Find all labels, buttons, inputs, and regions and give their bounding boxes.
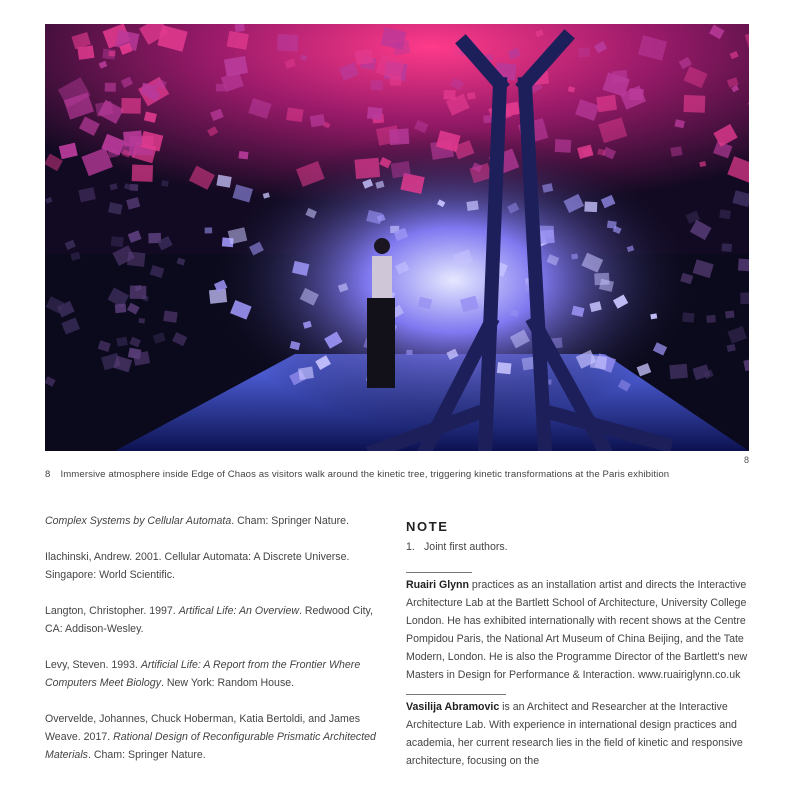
photo-cube	[683, 95, 705, 113]
photo-cube	[227, 31, 249, 50]
photo-cube	[578, 47, 590, 57]
photo-cube	[235, 24, 245, 32]
photo-cube	[719, 209, 731, 219]
exhibition-photo	[45, 24, 749, 451]
photo-cube	[108, 149, 118, 158]
photo-cube	[111, 236, 124, 247]
reference-entry: Langton, Christopher. 1997. Artifical Life: An Overview. Redwood City, CA: Addison-Wesley.	[45, 605, 373, 635]
reference-entry: Ilachinski, Andrew. 2001. Cellular Automata: A Discrete Universe. Singapore: World Scientific.	[45, 551, 350, 581]
photo-cube	[216, 175, 231, 188]
photo-cube	[670, 146, 682, 156]
reference-entry: Overvelde, Johannes, Chuck Hoberman, Katia Bertoldi, and James Weave. 2017. Rational Design of Reconfigurable Prismatic Architected Materials. Cham: Springer Nature.	[45, 713, 376, 761]
photo-cube	[738, 259, 749, 272]
photo-cube	[725, 310, 735, 318]
photo-cube	[123, 130, 142, 146]
author-name: Ruairi Glynn	[406, 579, 469, 591]
photo-cube	[571, 254, 578, 260]
note-item: 1. Joint first authors.	[406, 541, 508, 553]
photo-cube	[443, 90, 455, 100]
photo-cube	[277, 34, 299, 52]
photo-cube	[406, 350, 412, 355]
photo-cube	[594, 273, 609, 286]
photo-cube	[130, 286, 147, 299]
photo-cube	[109, 51, 116, 56]
notes-and-bios	[406, 518, 756, 770]
photo-cube	[205, 227, 213, 233]
photo-cube	[721, 243, 732, 252]
reference-entry: Levy, Steven. 1993. Artificial Life: A Report from the Frontier Where Computers Meet Biology. New York: Random House.	[45, 659, 361, 689]
photo-cube	[371, 80, 383, 90]
note-heading: NOTE	[406, 519, 449, 534]
photo-cube	[466, 200, 478, 211]
photo-cube	[367, 107, 383, 120]
reference-entry: Complex Systems by Cellular Automata. Cham: Springer Nature.	[45, 515, 350, 527]
caption-index: 8	[45, 469, 51, 480]
photo-cube	[584, 202, 597, 213]
photo-cube	[706, 315, 716, 323]
photo-cube	[77, 45, 94, 60]
photo-cube	[590, 355, 607, 370]
photo-cube	[497, 362, 512, 374]
photo-cube	[238, 151, 248, 159]
bio-divider	[406, 572, 472, 573]
photo-cube	[596, 95, 617, 113]
photo-cube	[354, 158, 380, 179]
photo-cube	[95, 101, 113, 117]
figure-caption	[45, 469, 755, 480]
photo-cube	[133, 351, 150, 366]
photo-cube	[669, 364, 687, 379]
photo-cube	[389, 128, 409, 145]
photo-cube	[555, 139, 572, 153]
photo-cube	[391, 161, 411, 178]
bio-divider	[406, 694, 506, 695]
photo-cube	[127, 251, 145, 266]
photo-cube	[607, 220, 617, 228]
photo-cube	[286, 107, 303, 122]
photo-cube	[132, 164, 153, 181]
photo-cube	[224, 56, 248, 77]
photo-cube	[310, 114, 326, 127]
photo-cube	[116, 337, 127, 347]
caption-text: Immersive atmosphere inside Edge of Chaos as visitors walk around the kinetic tree, triggering kinetic transformations at the Paris exhibition	[60, 469, 670, 480]
figure-number: 8	[743, 455, 749, 465]
photo-illustration	[45, 24, 749, 451]
reference-list	[45, 512, 390, 782]
author-bio: Vasilija Abramovic is an Architect and Researcher at the Interactive Architecture Lab. With experience in international design practices and academia, her current research lies in the field of kinetic and responsive architecture, focusing on the	[406, 701, 743, 767]
photo-cube	[161, 180, 169, 186]
author-bio: Ruairi Glynn practices as an installation artist and directs the Interactive Architecture Lab at the Bartlett School of Architecture, University College London. He has exhibited internationally with recent shows at the Centre Pompidou Paris, the National Art Museum of China Beijing, and the Tate Modern, London. He is also the Programme Director of the Bartlett's new Masters in Design for Performance & Interaction. www.ruairiglynn.co.uk	[406, 579, 748, 681]
photo-cube	[467, 92, 476, 99]
photo-cube	[121, 98, 141, 114]
photo-cube	[355, 49, 374, 65]
photo-cube	[682, 312, 694, 322]
photo-cube	[612, 70, 628, 83]
photo-cube	[298, 366, 314, 380]
photo-cube	[650, 313, 657, 319]
photo-cube	[163, 311, 177, 323]
photo-cube	[138, 318, 145, 324]
photo-cube	[740, 292, 749, 304]
photo-cube	[105, 83, 116, 92]
author-name: Vasilija Abramovic	[406, 701, 500, 713]
photo-cube	[115, 304, 127, 314]
